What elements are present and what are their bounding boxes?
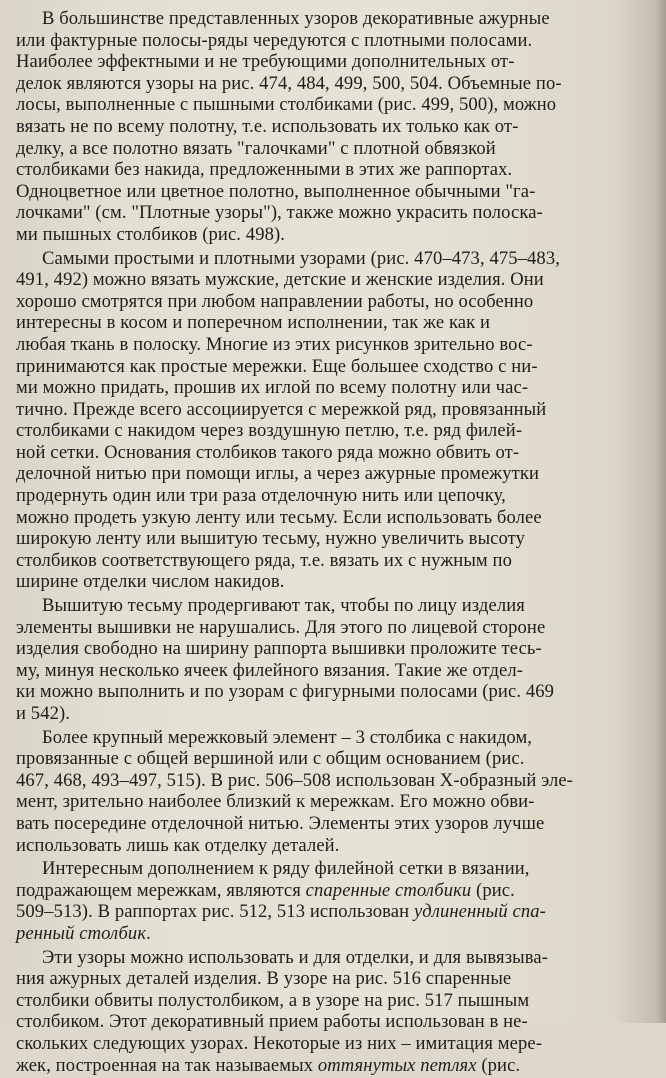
text-line [16, 880, 652, 902]
text-run: (рис. [471, 879, 515, 901]
text-line: ми пышных столбиков (рис. 498). [16, 223, 286, 245]
text-run: (рис. [476, 1054, 521, 1076]
italic-term: спаренные столбики [305, 879, 472, 901]
text-line: Одноцветное или цветное полотно, выполненное обычными "га- [16, 180, 536, 202]
text-line: В большинстве представленных узоров декоративные ажурные [42, 8, 550, 29]
text-line [16, 858, 652, 880]
text-line: изделия свободно на ширину раппорта вышивки проложите тесь- [16, 638, 542, 660]
text-line: использовать лишь как отделку деталей. [16, 834, 340, 856]
text-line: Вышитую тесьму продергивают так, чтобы по лицу изделия [42, 595, 525, 617]
text-line: Наиболее эффектными и не требующими дополнительных от- [16, 51, 515, 73]
page-edge-shadow [656, 0, 666, 1023]
text-line: ки можно выполнить и по узорам с фигурными полосами (рис. 469 [16, 681, 555, 703]
text-line: ной сетки. Основания столбиков такого ряда можно обвить от- [16, 441, 520, 463]
text-line: делок являются узоры на рис. 474, 484, 499, 500, 504. Объемные по- [16, 72, 562, 94]
paragraph [16, 947, 652, 1077]
text-line: делку, а все полотно вязать "галочками" с плотной обвязкой [16, 137, 496, 159]
body-text [16, 8, 652, 1078]
text-line: ми можно придать, прошив их иглой по всему полотну или час- [16, 377, 529, 399]
text-line [16, 1055, 652, 1077]
text-line: лосы, выполненные с пышными столбиками (рис. 499, 500), можно [16, 94, 557, 116]
text-run: . [146, 922, 151, 944]
text-line: можно продеть узкую ленту или тесьму. Если использовать более [16, 506, 542, 528]
text-run: ния ажурных деталей изделия. В узоре на рис. 516 спаренные [16, 968, 512, 990]
text-line: мент, зрительно наиболее близкий к мережкам. Его можно обви- [16, 791, 535, 813]
text-run: 509–513). В раппортах рис. 512, 513 использован [16, 901, 414, 923]
text-run: скольких следующих узорах. Некоторые из них – имитация мере- [16, 1032, 543, 1054]
text-line: любая ткань в полоску. Многие из этих рисунков зрительно вос- [16, 333, 533, 355]
text-line: принимаются как простые мережки. Еще большее сходство с ни- [16, 355, 538, 377]
text-line: интересны в косом и поперечном исполнении, так же как и [16, 312, 491, 334]
paragraph [16, 595, 652, 725]
text-line: Самыми простыми и плотными узорами (рис. 470–473, 475–483, [42, 247, 560, 269]
text-run: Интересным дополнением к ряду филейной сетки в вязании, [42, 858, 530, 880]
text-run: подражающем мережкам, являются [16, 879, 306, 901]
text-line [16, 1011, 652, 1033]
text-line [16, 923, 652, 945]
text-run: столбиком. Этот декоративный прием работы использован в не- [16, 1011, 528, 1033]
italic-term: оттянутых петлях [317, 1054, 477, 1076]
text-line: столбиков соответствующего ряда, т.е. вязать их с нужным по [16, 549, 512, 571]
text-line: столбиками с накидом через воздушную петлю, т.е. ряд филей- [16, 420, 523, 442]
text-line: лочками" (см. "Плотные узоры"), также можно украсить полоска- [16, 202, 543, 224]
text-line [16, 1033, 652, 1055]
text-line: продернуть один или три раза отделочную нить или цепочку, [16, 485, 506, 507]
italic-term: удлиненный спа- [413, 901, 546, 923]
text-line [16, 947, 652, 969]
text-line: делочной нитью при помощи иглы, а через ажурные промежутки [16, 463, 540, 485]
text-run: столбики обвиты полустолбиком, а в узоре на рис. 517 пышным [16, 989, 530, 1011]
text-line: или фактурные полосы-ряды чередуются с плотными полосами. [16, 29, 533, 51]
text-line [16, 968, 652, 990]
text-line [16, 990, 652, 1012]
text-line: провязанные с общей вершиной или с общим основанием (рис. [16, 748, 525, 770]
text-line: вать посередине отделочной нитью. Элементы этих узоров лучше [16, 812, 545, 834]
text-line [16, 901, 652, 923]
paragraph [16, 727, 652, 857]
italic-term: ренный столбик [16, 922, 147, 944]
text-line: хорошо смотрятся при любом направлении работы, но особенно [16, 290, 534, 312]
text-line: 467, 468, 493–497, 515). В рис. 506–508 использован Х-образный эле- [16, 769, 573, 791]
text-line: широкую ленту или вышитую тесьму, нужно увеличить высоту [16, 528, 526, 550]
text-line: 491, 492) можно вязать мужские, детские и женские изделия. Они [16, 269, 544, 291]
paragraph [16, 248, 652, 594]
text-line: тично. Прежде всего ассоциируется с мережкой ряд, провязанный [16, 398, 547, 420]
text-line: ширине отделки числом накидов. [16, 571, 285, 593]
text-line: элементы вышивки не нарушались. Для этого по лицевой стороне [16, 616, 546, 638]
text-run: Эти узоры можно использовать и для отделки, и для вывязыва- [42, 946, 549, 968]
text-line: вязать не по всему полотну, т.е. использовать их только как от- [16, 115, 519, 137]
text-line: столбиками без накида, предложенными в этих же раппортах. [16, 159, 513, 181]
text-line: му, минуя несколько ячеек филейного вязания. Такие же отдел- [16, 659, 524, 681]
text-line: Более крупный мережковый элемент – 3 столбика с накидом, [42, 726, 533, 748]
paragraph [16, 858, 652, 944]
paragraph [16, 8, 652, 246]
text-line: и 542). [16, 703, 71, 724]
text-run: жек, построенная на так называемых [16, 1054, 318, 1076]
